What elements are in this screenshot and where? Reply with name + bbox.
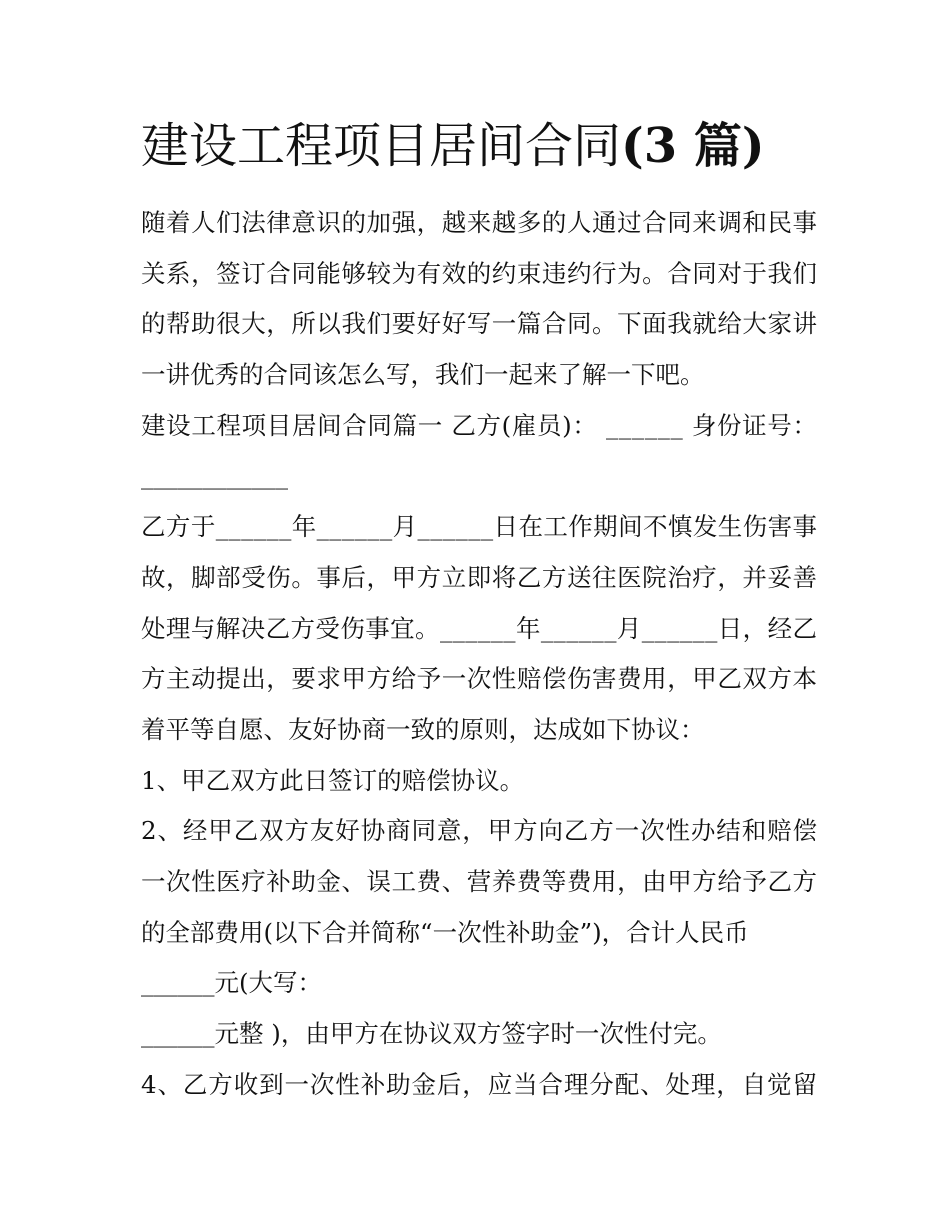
document-title	[141, 116, 821, 176]
text-line	[141, 502, 817, 553]
text-line	[141, 908, 817, 959]
text-line-content: 方主动提出，要求甲方给予一次性赔偿伤害费用，甲乙双方本	[141, 664, 818, 694]
text-line-content: 建设工程项目居间合同篇一 乙方(雇员)： ______ 身份证号：	[141, 410, 818, 440]
text-line-content: ______元(大写：	[141, 968, 323, 998]
text-line	[141, 1060, 817, 1111]
title-main: 建设工程项目居间合同	[141, 118, 622, 174]
text-line-content: 4、乙方收到一次性补助金后，应当合理分配、处理，自觉留	[141, 1069, 818, 1099]
text-line	[141, 857, 817, 908]
document-body	[141, 198, 817, 1110]
text-line-content: 处理与解决乙方受伤事宜。______年______月______日，经乙	[141, 613, 818, 643]
text-line-content: 的帮助很大，所以我们要好好写一篇合同。下面我就给大家讲	[141, 309, 818, 339]
text-line	[141, 756, 817, 807]
text-line	[141, 198, 817, 249]
text-line	[141, 553, 817, 604]
text-line	[141, 350, 817, 401]
text-line	[141, 958, 817, 1009]
text-line-content: 的全部费用(以下合并简称“一次性补助金”)，合计人民币	[141, 917, 749, 947]
text-line	[141, 299, 817, 350]
text-line-content: 随着人们法律意识的加强，越来越多的人通过合同来调和民事	[141, 208, 818, 237]
text-line	[141, 401, 817, 452]
text-line-content: 着平等自愿、友好协商一致的原则，达成如下协议：	[141, 714, 705, 744]
title-suffix: (3 篇)	[621, 118, 765, 174]
text-line	[141, 1009, 817, 1060]
text-line-content: 2、经甲乙双方友好协商同意，甲方向乙方一次性办结和赔偿	[141, 816, 818, 846]
text-line-content: ____________	[141, 461, 288, 491]
text-line-content: ______元整 )，由甲方在协议双方签字时一次性付完。	[141, 1019, 722, 1048]
text-line	[141, 705, 817, 756]
text-line	[141, 451, 817, 502]
text-line-content: 故，脚部受伤。事后，甲方立即将乙方送往医院治疗，并妥善	[141, 562, 818, 592]
text-line-content: 关系，签订合同能够较为有效的约束违约行为。合同对于我们	[141, 258, 818, 288]
text-line	[141, 806, 817, 857]
text-line-content: 一讲优秀的合同该怎么写，我们一起来了解一下吧。	[141, 360, 705, 390]
text-line	[141, 604, 817, 655]
text-line-content: 一次性医疗补助金、误工费、营养费等费用，由甲方给予乙方	[141, 866, 818, 896]
text-line	[141, 249, 817, 300]
text-line	[141, 654, 817, 705]
text-line-content: 乙方于______年______月______日在工作期间不慎发生伤害事	[141, 512, 818, 542]
text-line-content: 1、甲乙双方此日签订的赔偿协议。	[141, 765, 525, 795]
